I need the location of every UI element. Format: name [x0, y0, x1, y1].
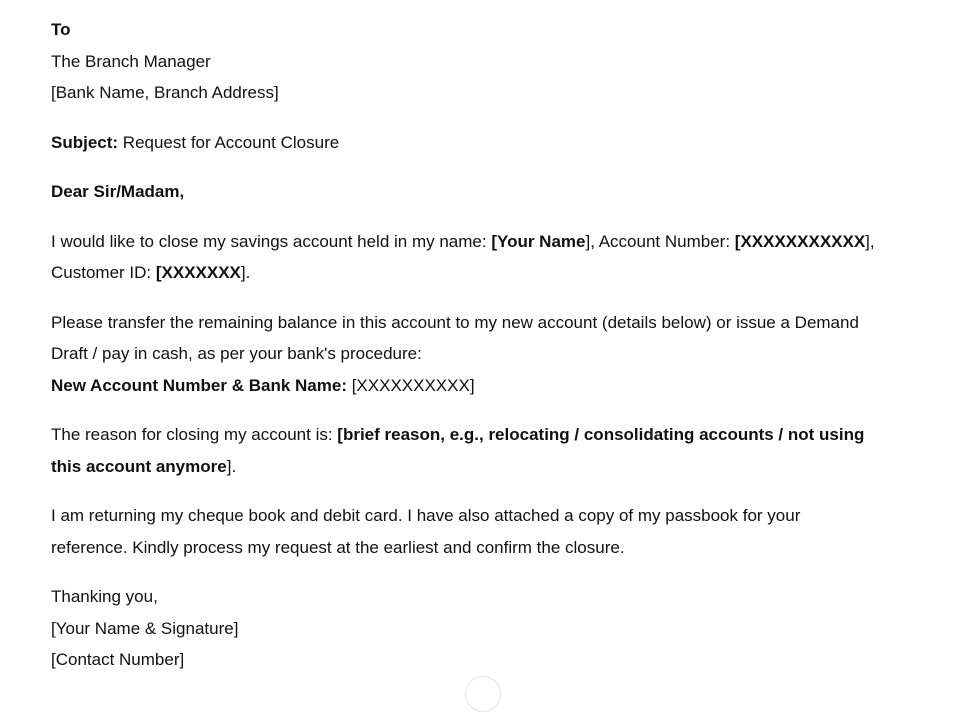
account-details-line-2 — [51, 257, 931, 289]
closing-block — [51, 581, 931, 676]
paragraph-return-items — [51, 500, 931, 563]
contact-number-placeholder: [Contact Number] — [51, 650, 185, 669]
recipient-title: The Branch Manager — [51, 51, 211, 71]
salutation — [51, 176, 931, 208]
letter-document — [51, 14, 931, 694]
return-line-2: reference. Kindly process my request at the earliest and confirm the closure. — [51, 537, 625, 557]
paragraph-account-details — [51, 226, 931, 289]
reason-line-2 — [51, 451, 931, 483]
account-details-line-1 — [51, 226, 931, 258]
new-account-placeholder: [XXXXXXXXXX] — [346, 375, 475, 395]
reason-line-1 — [51, 419, 931, 451]
transfer-line-1: Please transfer the remaining balance in this account to my new account (details below) or issue a Demand — [51, 312, 859, 332]
subject-text: Request for Account Closure — [118, 132, 340, 152]
para1-text-5: ]. — [240, 263, 251, 282]
signature-placeholder: [Your Name & Signature] — [51, 618, 239, 638]
new-account-label: New Account Number & Bank Name: — [51, 375, 347, 395]
reason-placeholder-1: [brief reason, e.g., relocating / consolidating accounts / not using — [337, 425, 865, 444]
new-account-line — [51, 370, 931, 402]
para1-text-1: I would like to close my savings account held in my name: — [51, 231, 492, 251]
para1-text-2: ], Account Number: — [585, 231, 735, 251]
watermark-circle-icon — [465, 676, 501, 712]
reason-end: ]. — [226, 456, 237, 476]
your-name-placeholder: [Your Name — [491, 231, 586, 251]
paragraph-reason — [51, 419, 931, 482]
account-number-placeholder: [XXXXXXXXXXX — [734, 231, 866, 251]
subject-line — [51, 127, 931, 159]
return-line-1: I am returning my cheque book and debit card. I have also attached a copy of my passbook for your — [51, 506, 801, 525]
reason-placeholder-2: this account anymore — [51, 456, 227, 476]
recipient-block — [51, 14, 931, 109]
para1-text-3: ], — [865, 231, 875, 251]
paragraph-transfer — [51, 307, 931, 402]
to-label: To — [51, 20, 71, 39]
transfer-line-2: Draft / pay in cash, as per your bank's procedure: — [51, 344, 422, 363]
subject-label: Subject: — [51, 132, 119, 152]
thanking-you: Thanking you, — [51, 587, 158, 606]
salutation-text: Dear Sir/Madam, — [51, 182, 185, 201]
reason-intro: The reason for closing my account is: — [51, 425, 338, 444]
customer-id-placeholder: [XXXXXXX — [155, 263, 241, 282]
para1-text-4: Customer ID: — [51, 263, 156, 282]
recipient-address: [Bank Name, Branch Address] — [51, 83, 279, 102]
